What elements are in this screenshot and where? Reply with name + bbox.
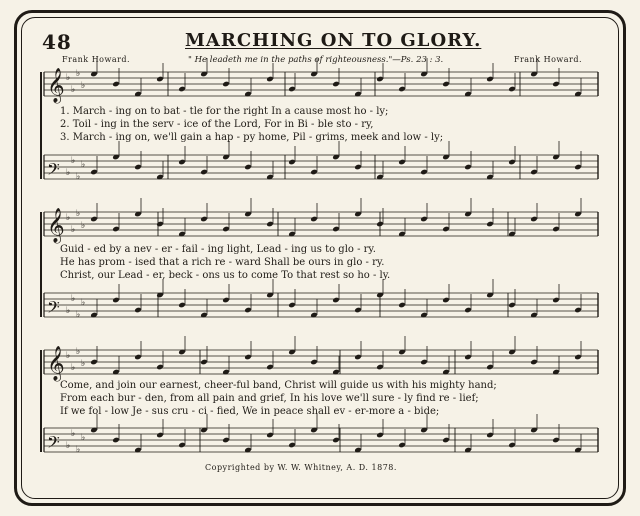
- lyric-line-verse-3: If we fol - low Je - sus cru - ci - fied, We in peace shall ev - er-more a - bide;: [60, 406, 440, 417]
- flat-sign-icon: ♭: [76, 310, 81, 320]
- lyric-line-verse-3: 3. March - ing on, we'll gain a hap - py home, Pil - grims, meek and low - ly;: [60, 132, 444, 143]
- flat-sign-icon: ♭: [71, 294, 76, 304]
- flat-sign-icon: ♭: [66, 73, 71, 83]
- copyright-notice: Copyrighted by W. W. Whitney, A. D. 1878.: [205, 463, 397, 472]
- lyricist-credit: Frank Howard.: [513, 55, 582, 64]
- treble-clef-icon: 𝄞: [47, 208, 65, 243]
- flat-sign-icon: ♭: [71, 225, 76, 235]
- lyric-line-verse-2: From each bur - den, from all pain and grief, In his love we'll sure - ly find re - lief;: [60, 393, 479, 404]
- flat-sign-icon: ♭: [81, 81, 86, 91]
- bass-clef-icon: 𝄢: [47, 297, 60, 321]
- bass-clef-icon: 𝄢: [47, 432, 60, 456]
- flat-sign-icon: ♭: [66, 441, 71, 451]
- flat-sign-icon: ♭: [81, 221, 86, 231]
- lyric-line-verse-2: He has prom - ised that a rich re - ward Shall be ours in glo - ry.: [60, 257, 385, 268]
- flat-sign-icon: ♭: [81, 359, 86, 369]
- flat-sign-icon: ♭: [71, 363, 76, 373]
- flat-sign-icon: ♭: [66, 213, 71, 223]
- scripture-epigraph: " He leadeth me in the paths of righteousness."—Ps. 23 : 3.: [188, 55, 444, 65]
- flat-sign-icon: ♭: [76, 172, 81, 182]
- treble-clef-icon: 𝄞: [47, 346, 65, 381]
- flat-sign-icon: ♭: [71, 85, 76, 95]
- flat-sign-icon: ♭: [71, 156, 76, 166]
- flat-sign-icon: ♭: [81, 433, 86, 443]
- lyric-line-verse-1: Guid - ed by a nev - er - fail - ing light, Lead - ing us to glo - ry.: [60, 244, 376, 255]
- flat-sign-icon: ♭: [66, 306, 71, 316]
- bass-clef-icon: 𝄢: [47, 159, 60, 183]
- lyric-line-verse-2: 2. Toil - ing in the serv - ice of the Lord, For in Bi - ble sto - ry,: [60, 119, 374, 130]
- flat-sign-icon: ♭: [76, 347, 81, 357]
- flat-sign-icon: ♭: [71, 429, 76, 439]
- flat-sign-icon: ♭: [66, 168, 71, 178]
- flat-sign-icon: ♭: [76, 209, 81, 219]
- flat-sign-icon: ♭: [81, 298, 86, 308]
- treble-clef-icon: 𝄞: [47, 68, 65, 103]
- hymn-title: MARCHING ON TO GLORY.: [185, 30, 482, 51]
- page-number: 48: [42, 30, 72, 54]
- lyric-line-verse-1: 1. March - ing on to bat - tle for the right In a cause most ho - ly;: [60, 106, 389, 117]
- lyric-line-verse-3: Christ, our Lead - er, beck - ons us to come To that rest so ho - ly.: [60, 270, 391, 281]
- flat-sign-icon: ♭: [81, 160, 86, 170]
- lyric-line-verse-1: Come, and join our earnest, cheer-ful band, Christ will guide us with his mighty hand;: [60, 380, 497, 391]
- flat-sign-icon: ♭: [66, 351, 71, 361]
- flat-sign-icon: ♭: [76, 445, 81, 455]
- composer-credit: Frank Howard.: [62, 55, 131, 64]
- flat-sign-icon: ♭: [76, 69, 81, 79]
